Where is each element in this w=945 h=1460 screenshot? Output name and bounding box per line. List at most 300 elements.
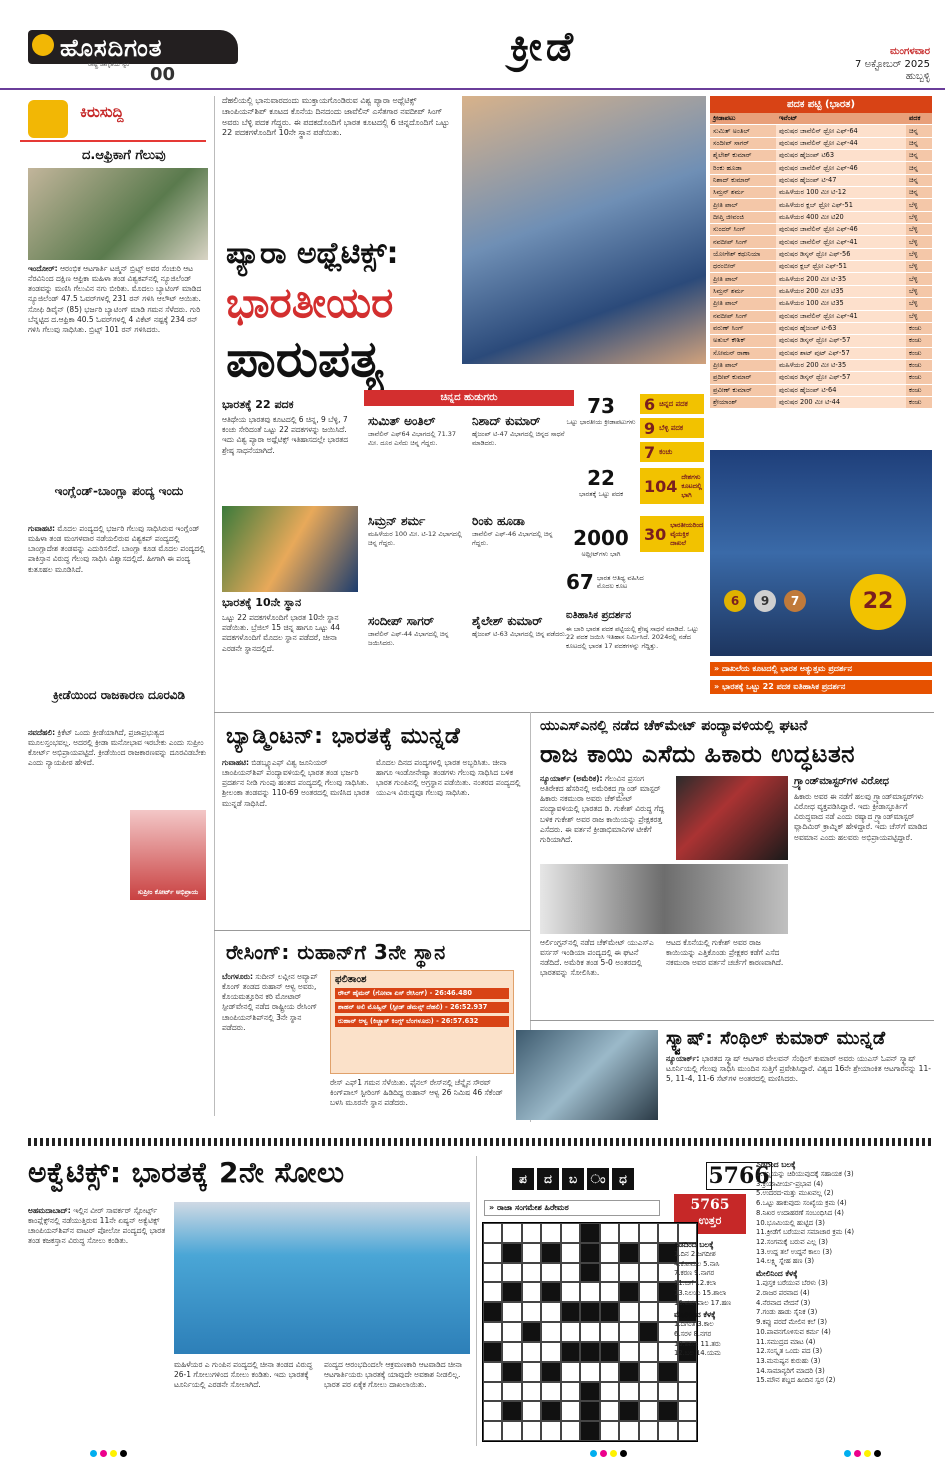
athlete-body: ಜಾವೆಲಿನ್ ಎಫ್-44 ವಿಭಾಗದಲ್ಲಿ ಚಿನ್ನ ಜಯಿಸಿದರು. bbox=[368, 630, 449, 647]
medal-cell: ಕಂಚು bbox=[906, 360, 932, 371]
medal-cell: ಚಿನ್ನ bbox=[906, 175, 932, 186]
hand-icon bbox=[28, 100, 68, 138]
silver-count-badge bbox=[640, 418, 704, 438]
grid-block bbox=[580, 1421, 599, 1441]
clue-line: 1.ಪುಸ್ತಕ ಬರೆಯುವ ಬೆರಳು (3) bbox=[756, 1279, 828, 1288]
grid-cell[interactable] bbox=[561, 1421, 580, 1441]
grid-cell[interactable] bbox=[639, 1243, 658, 1263]
medal-table-row bbox=[710, 162, 932, 174]
athlete-cell: ಸಿಮ್ರನ್ ಶರ್ಮ bbox=[710, 286, 776, 297]
event-cell: ಪುರುಷರ ಡಿಸ್ಕಸ್ ಥ್ರೋ ಎಫ್-57 bbox=[776, 372, 906, 383]
chess-side-title: ಗ್ರ್ಯಾಂಡ್‌ಮಾಸ್ಟರ್‌ಗಳ ವಿರೋಧ bbox=[794, 776, 889, 787]
col-athlete: ಕ್ರೀಡಾಪಟು bbox=[710, 113, 776, 124]
grid-cell[interactable] bbox=[619, 1342, 638, 1362]
medal-table-row bbox=[710, 175, 932, 187]
story3-headline[interactable]: ಕ್ರೀಡೆಯಿಂದ ರಾಜಕಾರಣ ದೂರವಿಡಿ bbox=[52, 688, 186, 702]
clue-line: 1.ಸನ್ನಿಯನ್ನು ಚಿರಿಯುವುದಕ್ಕೆ ಸಹಾಯಕ (3) bbox=[756, 1170, 854, 1178]
athlete-cell: ಪ್ರೀತಿ ಪಾಲ್ bbox=[710, 298, 776, 309]
grid-cell[interactable] bbox=[541, 1223, 560, 1243]
medal-cell: ಚಿನ್ನ bbox=[906, 162, 932, 173]
clue-line: 4.ನೆರವಾದ ವೇದನೆ (3) bbox=[756, 1298, 811, 1307]
color-marks bbox=[844, 1450, 881, 1457]
grid-cell[interactable] bbox=[600, 1223, 619, 1243]
medal-strip-2: » ಭಾರತಕ್ಕೆ ಒಟ್ಟು 22 ಪದಕ ಐತಿಹಾಸಿಕ ಪ್ರದರ್ಶನ bbox=[710, 680, 932, 694]
stat-number: 73 bbox=[587, 394, 615, 418]
grid-cell[interactable] bbox=[522, 1401, 541, 1421]
event-cell: ಮಹಿಳೆಯರ ಕ್ಲಬ್ ಥ್ರೋ ಎಫ್-51 bbox=[776, 199, 906, 210]
gold-count-badge bbox=[640, 394, 704, 414]
grid-cell[interactable] bbox=[639, 1342, 658, 1362]
grid-cell[interactable] bbox=[580, 1322, 599, 1342]
grid-cell[interactable] bbox=[522, 1243, 541, 1263]
athlete-body: ಜಾವೆಲಿನ್ ಎಫ್64 ವಿಭಾಗದಲ್ಲಿ 71.37 ಮೀ. ದೂರ ಎಸೆದು ಚಿನ್ನ ಗೆದ್ದರು. bbox=[368, 430, 457, 447]
stat-block bbox=[566, 526, 636, 558]
grid-cell[interactable] bbox=[600, 1243, 619, 1263]
event-cell: ಮಹಿಳೆಯರ 100 ಮೀ ಟಿ-12 bbox=[776, 187, 906, 198]
medal-cell: ಬೆಳ್ಳಿ bbox=[906, 298, 932, 309]
event-cell: ಮಹಿಳೆಯರ 200 ಮೀ ಟಿ35 bbox=[776, 286, 906, 297]
clue-line: 9.ಕಪ್ಪು ಪರದೆ ಮೇಲಿನ ಕಲೆ (3) bbox=[756, 1318, 828, 1327]
badge-number: 30 bbox=[644, 524, 667, 544]
grid-cell[interactable] bbox=[483, 1421, 502, 1441]
squash-text: ಭಾರತದ ಸ್ಕ್ವಾಷ್ ಆಟಗಾರ ವೇಲವನ್ ಸೆಂಥಿಲ್ ಕುಮಾರ್ ಅವರು ಯುಎಸ್ ಓಪನ್ ಸ್ಕ್ವಾಷ್ ಟೂರ್ನಿಯಲ್ಲಿ ಗೆಲುವು ಸಾಧಿಸಿ ಮುಂದಿನ ಸುತ್ತಿಗೆ ಪ್ರವೇಶಿಸಿದ್ದಾರೆ. ವಿಶ್ವದ 16ನೇ ಶ್ರೇಯಾಂಕಿತ ಆಟಗಾರನನ್ನು 11-5, 11-4, 11-6 ಸೆಟ್‌ಗಳ ಅಂತರದಲ್ಲಿ ಮಣಿಸಿದರು. bbox=[666, 1054, 931, 1084]
medal-table-row bbox=[710, 360, 932, 372]
medal-table-row bbox=[710, 397, 932, 409]
grid-cell[interactable] bbox=[580, 1282, 599, 1302]
event-cell: ಪುರುಷರ ಕ್ಲಬ್ ಥ್ರೋ ಎಫ್-51 bbox=[776, 261, 906, 272]
aquatics-dateline: ಅಹಮದಾಬಾದ್: bbox=[28, 1206, 71, 1215]
gold-medal-icon: 6 bbox=[724, 590, 746, 612]
badge-label: ಕಂಚು bbox=[659, 447, 673, 456]
grid-block bbox=[580, 1243, 599, 1263]
medal-table-row bbox=[710, 298, 932, 310]
grid-cell[interactable] bbox=[639, 1362, 658, 1382]
history-body: ಈ ಬಾರಿ ಭಾರತ ಪದಕ ಪಟ್ಟಿಯಲ್ಲಿ ಶ್ರೇಷ್ಠ ಸಾಧನೆ ಮಾಡಿದೆ. ಒಟ್ಟು 22 ಪದಕ ಜಯಿಸಿ ಇತಿಹಾಸ ನಿರ್ಮಿಸಿದೆ. 2024ರಲ್ಲಿ ನಡೆದ ಕೂಟದಲ್ಲಿ ಭಾರತ 17 ಪದಕಗಳನ್ನು ಗೆದ್ದಿತ್ತು. bbox=[566, 625, 699, 650]
newspaper-logo[interactable]: ಹೊಸದಿಗಂತ bbox=[60, 33, 163, 62]
masthead-rule bbox=[0, 88, 945, 90]
grid-cell[interactable] bbox=[561, 1263, 580, 1283]
grid-cell[interactable] bbox=[522, 1421, 541, 1441]
medal-cell: ಕಂಚು bbox=[906, 372, 932, 383]
sub2 bbox=[222, 596, 358, 713]
cricketer-photo bbox=[28, 168, 208, 260]
badge-number: 6 bbox=[644, 394, 656, 414]
grid-cell[interactable] bbox=[541, 1421, 560, 1441]
medal-cell: ಕಂಚು bbox=[906, 323, 932, 334]
medal-cell: ಬೆಳ್ಳಿ bbox=[906, 199, 932, 210]
sub2-title: ಭಾರತಕ್ಕೆ 10ನೇ ಸ್ಥಾನ bbox=[222, 596, 302, 609]
grid-block bbox=[502, 1243, 521, 1263]
section-title: ಕ್ರೀಡೆ bbox=[510, 24, 577, 70]
grid-cell[interactable] bbox=[600, 1362, 619, 1382]
grid-cell[interactable] bbox=[561, 1243, 580, 1263]
grid-cell[interactable] bbox=[502, 1302, 521, 1322]
medal-table-row bbox=[710, 236, 932, 248]
clue-line: 3.ಕ್ರಿಯಾವೀರ್ಯ-ಪ್ರಭಾವ (4) bbox=[756, 1179, 824, 1188]
section-divider bbox=[214, 930, 530, 931]
puzzle-number: 5766 bbox=[706, 1162, 772, 1190]
puzzle-letter: ಧ bbox=[612, 1168, 634, 1190]
medal-table-row bbox=[710, 249, 932, 261]
stat-number: 22 bbox=[587, 466, 615, 490]
grid-cell[interactable] bbox=[619, 1382, 638, 1402]
chess-photo-2 bbox=[540, 864, 788, 934]
medal-winners-graphic bbox=[710, 450, 932, 656]
clue-line: 11.ಸಮುದ್ರದ ಮಾಟ (4) bbox=[756, 1337, 816, 1346]
date-block bbox=[790, 46, 930, 84]
city: ಹುಬ್ಬಳ್ಳಿ bbox=[905, 71, 930, 82]
grid-cell[interactable] bbox=[561, 1401, 580, 1421]
chess-side-body: ಹಿಕಾರು ಅವರ ಈ ನಡೆಗೆ ಹಲವು ಗ್ರ್ಯಾಂಡ್‌ಮಾಸ್ಟರ್‌ಗಳು ವಿರೋಧ ವ್ಯಕ್ತಪಡಿಸಿದ್ದಾರೆ. ಇದು ಕ್ರೀಡಾಸ್ಫೂರ್ತಿಗೆ ವಿರುದ್ಧವಾದ ನಡೆ ಎಂದು ರಷ್ಯಾದ ಗ್ರ್ಯಾಂಡ್‌ಮಾಸ್ಟರ್ ವ್ಲಾದಿಮಿರ್ ಕ್ರಾಮ್ನಿಕ್ ಹೇಳಿದ್ದಾರೆ. ಇದು ಚೆಸ್‌ಗೆ ಮಾಡಿದ ಅವಮಾನ ಎಂದು ಹಲವರು ಅಭಿಪ್ರಾಯಪಟ್ಟಿದ್ದಾರೆ. bbox=[794, 792, 928, 842]
grid-cell[interactable] bbox=[561, 1362, 580, 1382]
event-cell: ಮಹಿಳೆಯರ 200 ಮೀ ಟಿ-35 bbox=[776, 360, 906, 371]
grid-cell[interactable] bbox=[541, 1263, 560, 1283]
medal-table-row bbox=[710, 311, 932, 323]
story2-headline[interactable]: ಇಂಗ್ಲೆಂಡ್-ಬಾಂಗ್ಲಾ ಪಂದ್ಯ ಇಂದು bbox=[54, 484, 184, 498]
story1-body bbox=[28, 264, 208, 474]
water-polo-photo bbox=[174, 1202, 470, 1354]
athlete-cell: ಪ್ರವೀಣ್ ಕುಮಾರ್ bbox=[710, 385, 776, 396]
answer-number: 5765 bbox=[690, 1197, 730, 1213]
history-title: ಐತಿಹಾಸಿಕ ಪ್ರದರ್ಶನ bbox=[566, 610, 632, 621]
athlete-name: ನಿಶಾದ್ ಕುಮಾರ್ bbox=[472, 414, 541, 428]
records-badge bbox=[640, 516, 704, 552]
grid-block bbox=[619, 1243, 638, 1263]
clue-line: 8.ನಿಖರ ಉದಾಹರಣೆ ಸಂಬಂಧಿಸಿದ (4) bbox=[756, 1208, 844, 1217]
medal-table-row bbox=[710, 261, 932, 273]
col-event: ಇವೆಂಟ್ bbox=[776, 113, 906, 124]
athlete-cell: ಸೋಮನ್ ರಾಣಾ bbox=[710, 348, 776, 359]
grid-cell[interactable] bbox=[600, 1282, 619, 1302]
clues-block bbox=[756, 1160, 934, 1442]
badminton-body bbox=[222, 758, 370, 928]
grid-cell[interactable] bbox=[600, 1421, 619, 1441]
section-divider bbox=[530, 1020, 934, 1021]
grid-cell[interactable] bbox=[639, 1263, 658, 1283]
event-cell: ಪುರುಷರ ಡಿಸ್ಕಸ್ ಥ್ರೋ ಎಫ್-57 bbox=[776, 335, 906, 346]
chess-headline[interactable]: ರಾಜ ಕಾಯಿ ಎಸೆದು ಹಿಕಾರು ಉದ್ಧಟತನ bbox=[540, 740, 856, 768]
clue-line: 10.ಭೂಮಿಯಲ್ಲಿ ಹುಟ್ಟಿದ (3) bbox=[756, 1218, 825, 1227]
badminton-text: ಬಿಡಬ್ಲ್ಯೂಎಫ್ ವಿಶ್ವ ಜೂನಿಯರ್ ಚಾಂಪಿಯನ್‌ಶಿಪ್ ಪಂದ್ಯಾವಳಿಯಲ್ಲಿ ಭಾರತ ತಂಡ ಭರ್ಜರಿ ಪ್ರದರ್ಶನ ನೀಡಿ ಗುಂಪು ಹಂತದ ಪಂದ್ಯದಲ್ಲಿ ಗೆಲುವು ಸಾಧಿಸಿತು. ಶ್ರೀಲಂಕಾ ತಂಡವನ್ನು 110-69 ಅಂತರದಲ್ಲಿ ಮಣಿಸಿದ ಭಾರತ ಮುನ್ನಡೆ ಸಾಧಿಸಿದೆ. bbox=[222, 758, 370, 808]
medal-cell: ಕಂಚು bbox=[906, 335, 932, 346]
grid-cell[interactable] bbox=[619, 1263, 638, 1283]
medal-table bbox=[710, 96, 932, 409]
grid-cell[interactable] bbox=[619, 1421, 638, 1441]
clue-line: 14.ಸಾಮಾನ್ಯರಿಗೆ ಮಾದರಿ (3) bbox=[756, 1366, 825, 1375]
grid-cell[interactable] bbox=[541, 1342, 560, 1362]
medal-table-row bbox=[710, 372, 932, 384]
medal-cell: ಕಂಚು bbox=[906, 397, 932, 408]
medal-table-row bbox=[710, 212, 932, 224]
medal-cell: ಕಂಚು bbox=[906, 348, 932, 359]
clue-line: 7.ಗಂಡು ಹಾಡು ಸೈನಿಕ (3) bbox=[756, 1308, 818, 1317]
crossword-grid[interactable] bbox=[482, 1222, 698, 1442]
stat-block bbox=[566, 466, 636, 498]
grid-cell[interactable] bbox=[541, 1382, 560, 1402]
athlete-name: ಸುಮಿತ್ ಅಂತಿಲ್ bbox=[368, 414, 436, 428]
grid-cell[interactable] bbox=[619, 1322, 638, 1342]
medal-table-row bbox=[710, 385, 932, 397]
clue-line: 13.ಮನುಷ್ಯನ ಕುರುಹು (3) bbox=[756, 1356, 821, 1365]
medal-cell: ಬೆಳ್ಳಿ bbox=[906, 212, 932, 223]
medal-strip-1: » ದಾಖಲೆಯ ಕೂಟದಲ್ಲಿ ಭಾರತ ಅತ್ಯುತ್ತಮ ಪ್ರದರ್ಶನ bbox=[710, 662, 932, 676]
grid-block bbox=[561, 1302, 580, 1322]
puzzle-author: » ರಾಜಾ ಸಂಗಮೇಶ ಹಿರೇಮಠ bbox=[484, 1200, 660, 1216]
across-title: ಎಡದಿಂದ ಬಲಕ್ಕೆ bbox=[756, 1160, 796, 1169]
logo-tagline: ರಾಷ್ಟ್ರ ಜಾಗೃತಿಯ ಸ್ವರ bbox=[88, 61, 130, 68]
grid-cell[interactable] bbox=[483, 1401, 502, 1421]
badge-number: 7 bbox=[644, 442, 656, 462]
grid-cell[interactable] bbox=[619, 1223, 638, 1243]
chess-dateline: ನ್ಯೂಯಾರ್ಕ್ (ಅಮೆರಿಕ): bbox=[540, 774, 603, 783]
clue-line: 14.ಲಕ್ಷ್ಮಿ ಸ್ನೇಹ ಹಣ (3) bbox=[756, 1257, 815, 1266]
col-medal: ಪದಕ bbox=[906, 113, 932, 124]
puzzle-letter: ಪ bbox=[512, 1168, 534, 1190]
athlete-cell: ಅತುಲ್ ಕೌಶಿಕ್ bbox=[710, 335, 776, 346]
athlete-cell: ದೀಪ್ತಿ ಜೀವಂಜಿ bbox=[710, 212, 776, 223]
supreme-court-photo bbox=[130, 810, 206, 900]
aquatics-body-3: ಪಂದ್ಯದ ಆರಂಭದಿಂದಲೇ ಆಕ್ರಮಣಕಾರಿ ಆಟವಾಡಿದ ಚೀನಾ ಆಟಗಾರ್ತಿಯರು ಭಾರತಕ್ಕೆ ಯಾವುದೇ ಅವಕಾಶ ನೀಡಲಿಲ್ಲ. ಭಾರತ ಪರ ಏಕೈಕ ಗೋಲು ದಾಖಲಾಯಿತು. bbox=[324, 1360, 463, 1390]
badge-label: ದೇಶಗಳು ಕೂಟದಲ್ಲಿ ಭಾಗಿ bbox=[681, 472, 702, 499]
grid-cell[interactable] bbox=[541, 1302, 560, 1322]
clue-line: 10.ಪಾವನಗೊಳಿಸುವ ಕರ್ಮ (4) bbox=[756, 1327, 831, 1336]
answer-label: ಉತ್ತರ bbox=[698, 1213, 722, 1227]
event-cell: ಪುರುಷರ ಹೈಜಂಪ್ ಟಿ-63 bbox=[776, 323, 906, 334]
grid-cell[interactable] bbox=[483, 1322, 502, 1342]
event-cell: ಪುರುಷರ 200 ಮೀ ಟಿ-44 bbox=[776, 397, 906, 408]
athlete-name: ಶೈಲೇಶ್ ಕುಮಾರ್ bbox=[472, 614, 543, 628]
event-cell: ಪುರುಷರ ಹೈಜಂಪ್ ಟಿ-47 bbox=[776, 175, 906, 186]
grid-cell[interactable] bbox=[639, 1382, 658, 1402]
aquatics-headline[interactable]: ಅಕ್ವೆಟಿಕ್ಸ್: ಭಾರತಕ್ಕೆ 2ನೇ ಸೋಲು bbox=[28, 1156, 345, 1189]
grid-cell[interactable] bbox=[522, 1223, 541, 1243]
date: 7 ಅಕ್ಟೋಬರ್ 2025 bbox=[855, 58, 930, 70]
silver-medal-icon: 9 bbox=[754, 590, 776, 612]
grid-cell[interactable] bbox=[522, 1302, 541, 1322]
clue-line: 2.ರಾಜರ ಪರವಾದ (4) bbox=[756, 1288, 810, 1297]
squash-photo bbox=[516, 1030, 658, 1120]
bronze-medal-icon: 7 bbox=[784, 590, 806, 612]
answer-line: 10.ಶಾಸನ 11.ತರು bbox=[674, 1339, 721, 1348]
chess-photo-1 bbox=[676, 776, 788, 860]
athlete-cell: ಪ್ರೀತಿ ಪಾಲ್ bbox=[710, 273, 776, 284]
stat-label: ಭಾರತಕ್ಕೆ ಒಟ್ಟು ಪದಕ bbox=[579, 490, 623, 498]
story2-text: ಮೊದಲ ಪಂದ್ಯದಲ್ಲಿ ಭರ್ಜರಿ ಗೆಲುವು ಸಾಧಿಸಿರುವ ಇಂಗ್ಲೆಂಡ್ ಮಹಿಳಾ ತಂಡ ಮಂಗಳವಾರ ನಡೆಯಲಿರುವ ವಿಶ್ವಕಪ್ ಪಂದ್ಯದಲ್ಲಿ ಬಾಂಗ್ಲಾದೇಶ ತಂಡವನ್ನು ಎದುರಿಸಲಿದೆ. ಬಾಂಗ್ಲಾ ಕೂಡ ಮೊದಲ ಪಂದ್ಯದಲ್ಲಿ ಪಾಕಿಸ್ತಾನ ವಿರುದ್ಧ ಗೆಲುವು ಸಾಧಿಸಿ ವಿಶ್ವಾಸದಲ್ಲಿದೆ. ಹೀಗಾಗಿ ಈ ಪಂದ್ಯ ಕುತೂಹಲ ಮೂಡಿಸಿದೆ. bbox=[28, 524, 205, 574]
athlete-list bbox=[364, 410, 574, 710]
medal-cell: ಬೆಳ್ಳಿ bbox=[906, 224, 932, 235]
grid-cell[interactable] bbox=[502, 1421, 521, 1441]
medal-cell: ಚಿನ್ನ bbox=[906, 150, 932, 161]
grid-cell[interactable] bbox=[639, 1223, 658, 1243]
grid-cell[interactable] bbox=[502, 1263, 521, 1283]
column-divider bbox=[214, 96, 215, 1116]
stat-number: 2000 bbox=[573, 526, 629, 550]
racing-text: ಸುದೀನ್ ಲವ್ಲೀನ ಅವ್ಯಾಪ್ ಕೊಂಗ್ ತಂಡದ ರುಹಾನ್ ಆಳ್ವ ಅವರು, ಕೊಯಮತ್ತೂರಿನ ಕರಿ ಮೋಟಾರ್ ಸ್ಪೀಡ್‌ವೇನಲ್ಲಿ ನಡೆದ ರಾಷ್ಟ್ರೀಯ ರೇಸಿಂಗ್ ಚಾಂಪಿಯನ್‌ಶಿಪ್‌ನಲ್ಲಿ 3ನೇ ಸ್ಥಾನ ಪಡೆದರು. bbox=[222, 972, 318, 1032]
grid-cell[interactable] bbox=[502, 1342, 521, 1362]
athlete-card bbox=[472, 414, 570, 488]
grid-cell[interactable] bbox=[483, 1263, 502, 1283]
athlete-cell: ನಿಶಾದ್ ಕುಮಾರ್ bbox=[710, 175, 776, 186]
athlete-cell: ಸಿಮ್ರನ್ ಶರ್ಮ bbox=[710, 187, 776, 198]
medal-table-title: ಪದಕ ಪಟ್ಟಿ (ಭಾರತ) bbox=[710, 96, 932, 113]
racing-body-2: ರೇಸ್ ಎಫ್1 ಗಮನ ಸೆಳೆಯಿತು. ಫೈನಲ್ ರೇಸ್‌ನಲ್ಲಿ ಚೆನ್ನೈನ ಸೌರವ್ ಕಿಂಗ್‌ಪಾಲ್ ಸ್ಟೀರಿಂಗ್ ಹಿಡಿದಿದ್ದ ರುಹಾನ್ ಆಳ್ವ 26 ನಿಮಿಷ 46 ಸೆಕೆಂಡ್ ಬಳಸಿ ಮೂರನೇ ಸ್ಥಾನ ಪಡೆದರು. bbox=[330, 1078, 504, 1108]
grid-block bbox=[541, 1401, 560, 1421]
kirusuddi-rule bbox=[20, 140, 206, 142]
sub1-title: ಭಾರತಕ್ಕೆ 22 ಪದಕ bbox=[222, 398, 294, 411]
medal-cell: ಬೆಳ್ಳಿ bbox=[906, 249, 932, 260]
athlete-card bbox=[472, 514, 570, 588]
badminton-body-2: ಮೊದಲ ದಿನದ ಪಂದ್ಯಗಳಲ್ಲಿ ಭಾರತ ಅಬ್ಬರಿಸಿತು. ಚೀನಾ ಹಾಗೂ ಇಂಡೋನೇಷ್ಯಾ ತಂಡಗಳು ಗೆಲುವು ಸಾಧಿಸಿದ ಬಳಿಕ ಭಾರತ ಗುಂಪಿನಲ್ಲಿ ಅಗ್ರಸ್ಥಾನ ಪಡೆಯಿತು. ನಂತರದ ಪಂದ್ಯದಲ್ಲಿ ಯುಎಇ ವಿರುದ್ಧವೂ ಗೆಲುವು ಸಾಧಿಸಿತು. bbox=[376, 758, 521, 798]
grid-block bbox=[522, 1322, 541, 1342]
story3-dateline: ನವದೆಹಲಿ: bbox=[28, 728, 56, 737]
result-row: ರುಹಾನ್ ಆಳ್ವ (ಕಿಚ್ಚಾಸ್ ಕಿಂಗ್ಸ್ ಬೆಂಗಳೂರು) - 26:57.632 bbox=[335, 1016, 509, 1027]
grid-block bbox=[541, 1362, 560, 1382]
answers-block bbox=[674, 1240, 748, 1440]
grid-cell[interactable] bbox=[619, 1302, 638, 1322]
grid-block bbox=[580, 1401, 599, 1421]
badminton-headline[interactable]: ಬ್ಯಾಡ್ಮಿಂಟನ್: ಭಾರತಕ್ಕೆ ಮುನ್ನಡೆ bbox=[226, 724, 461, 749]
medal-table-body bbox=[710, 125, 932, 409]
badge-label: ಬೆಳ್ಳಿ ಪದಕ bbox=[659, 423, 684, 432]
athlete-body: ಹೈಜಂಪ್ ಟಿ-63 ವಿಭಾಗದಲ್ಲಿ ಚಿನ್ನ ಪಡೆದರು. bbox=[472, 630, 567, 639]
grid-cell[interactable] bbox=[483, 1362, 502, 1382]
athlete-cell: ಶೈಲೇಶ್ ಕುಮಾರ್ bbox=[710, 150, 776, 161]
athlete-cell: ಯೋಗೇಶ್ ಕಥುನಿಯಾ bbox=[710, 249, 776, 260]
grid-block bbox=[502, 1282, 521, 1302]
grid-cell[interactable] bbox=[483, 1243, 502, 1263]
racing-dateline: ಬೆಂಗಳೂರು: bbox=[222, 972, 254, 981]
grid-cell[interactable] bbox=[600, 1263, 619, 1283]
puzzle-letter: ಂ bbox=[587, 1168, 609, 1190]
story2-body bbox=[28, 524, 208, 684]
weekday: ಮಂಗಳವಾರ bbox=[889, 46, 930, 57]
answer-line: 11.ಬಗೆ 12.ಕಲಾ bbox=[674, 1279, 717, 1288]
grid-cell[interactable] bbox=[522, 1342, 541, 1362]
answer-line: 16.ವರ್ಷಪಾಲ 17.ಹಣ bbox=[674, 1298, 731, 1307]
medal-table-row bbox=[710, 187, 932, 199]
squash-dateline: ನ್ಯೂಯಾರ್ಕ್: bbox=[666, 1054, 700, 1063]
athlete-name: ಸಂದೀಪ್ ಸಾಗರ್ bbox=[368, 614, 434, 628]
down-title: ಮೇಲಿನಿಂದ ಕೆಳಕ್ಕೆ bbox=[756, 1269, 798, 1279]
grid-cell[interactable] bbox=[522, 1282, 541, 1302]
grid-cell[interactable] bbox=[561, 1382, 580, 1402]
athlete-name: ರಿಂಕು ಹೂಡಾ bbox=[472, 514, 525, 528]
para-intro: ದೆಹಲಿಯಲ್ಲಿ ಭಾನುವಾರದಂದು ಮುಕ್ತಾಯಗೊಂಡಿರುವ ವಿಶ್ವ ಪ್ಯಾರಾ ಅಥ್ಲೆಟಿಕ್ಸ್ ಚಾಂಪಿಯನ್‌ಶಿಪ್ ಕೂಟದ ಕೊನೆಯ ದಿನದಂದು ಜಾವೆಲಿನ್ ಎಸೆತಗಾರ ನವದೀಪ್ ಸಿಂಗ್ ಅವರು ಬೆಳ್ಳಿ ಪದಕ ಗೆದ್ದರು. ಈ ಪದಕದೊಂದಿಗೆ ಭಾರತ ಕೂಟದಲ್ಲಿ 6 ಚಿನ್ನದೊಂದಿಗೆ ಒಟ್ಟು 22 ಪದಕಗಳೊಂದಿಗೆ 10ನೇ ಸ್ಥಾನ ಪಡೆಯಿತು. bbox=[222, 96, 450, 138]
grid-cell[interactable] bbox=[639, 1401, 658, 1421]
kirusuddi-title: ಕಿರುಸುದ್ದಿ bbox=[80, 103, 124, 121]
story1-headline[interactable]: ದ.ಆಫ್ರಿಕಾಗೆ ಗೆಲುವು bbox=[82, 148, 166, 163]
chess-body bbox=[540, 774, 670, 860]
flag-celebration-photo bbox=[222, 506, 358, 592]
athlete-body: ಮಹಿಳೆಯರ 100 ಮೀ. ಟಿ-12 ವಿಭಾಗದಲ್ಲಿ ಚಿನ್ನ ಗೆದ್ದರು. bbox=[368, 530, 462, 547]
across-clues bbox=[756, 1170, 934, 1267]
grid-cell[interactable] bbox=[483, 1282, 502, 1302]
story2-dateline: ಗುವಾಹಟಿ: bbox=[28, 524, 55, 533]
stat-label: ಅಥ್ಲೀಟ್‌ಗಳು ಭಾಗಿ bbox=[581, 550, 621, 558]
grid-block bbox=[619, 1362, 638, 1382]
stat-block bbox=[566, 394, 636, 426]
grid-cell[interactable] bbox=[502, 1223, 521, 1243]
grid-cell[interactable] bbox=[600, 1322, 619, 1342]
grid-cell[interactable] bbox=[561, 1322, 580, 1342]
grid-block bbox=[580, 1382, 599, 1402]
clue-line: 11.ಕ್ರೀಡೆಗೆ ಬರೆಯುವ ಸಮಾಚಾರ ಕ್ರಮ (4) bbox=[756, 1228, 855, 1237]
grid-cell[interactable] bbox=[502, 1382, 521, 1402]
medal-table-row bbox=[710, 286, 932, 298]
grid-cell[interactable] bbox=[561, 1282, 580, 1302]
athlete-cell: ಸುಮಿತ್ ಅಂತಿಲ್ bbox=[710, 125, 776, 136]
sub1-body: ಆತಿಥೇಯ ಭಾರತವು ಕೂಟದಲ್ಲಿ 6 ಚಿನ್ನ, 9 ಬೆಳ್ಳಿ, 7 ಕಂಚು ಸೇರಿದಂತೆ ಒಟ್ಟು 22 ಪದಕಗಳನ್ನು ಜಯಿಸಿದೆ. ಇದು ವಿಶ್ವ ಪ್ಯಾರಾ ಅಥ್ಲೆಟಿಕ್ಸ್ ಇತಿಹಾಸದಲ್ಲೇ ಭಾರತದ ಶ್ರೇಷ್ಠ ಸಾಧನೆಯಾಗಿದೆ. bbox=[222, 415, 349, 455]
medal-cell: ಬೆಳ್ಳಿ bbox=[906, 286, 932, 297]
racing-results bbox=[330, 970, 514, 1074]
medal-cell: ಬೆಳ್ಳಿ bbox=[906, 311, 932, 322]
badminton-dateline: ಗುವಾಹಟಿ: bbox=[222, 758, 249, 767]
grid-cell[interactable] bbox=[541, 1322, 560, 1342]
grid-cell[interactable] bbox=[522, 1263, 541, 1283]
medal-cell: ಕಂಚು bbox=[906, 385, 932, 396]
clue-line: 15.ಮೌನ ಶಬ್ದದ ಹಿಂದಿನ ಸ್ವರ (2) bbox=[756, 1376, 836, 1385]
chess-text: ಗೆಲುವಿನ ಪ್ರಸಂಗ ಅತಿರೇಕದ ಹೆಸರಿನಲ್ಲಿ ಅಮೆರಿಕದ ಗ್ರ್ಯಾಂಡ್ ಮಾಸ್ಟರ್ ಹಿಕಾರು ನಕಮುರಾ ಅವರು ಚೆಕ್‌ಮೇಟ್ ಪಂದ್ಯಾವಳಿಯಲ್ಲಿ ಭಾರತದ ಡಿ. ಗುಕೇಶ್ ವಿರುದ್ಧ ಗೆದ್ದ ಬಳಿಕ ಗುಕೇಶ್ ಅವರ ರಾಜ ಕಾಯಿಯನ್ನು ಪ್ರೇಕ್ಷಕರತ್ತ ಎಸೆದರು. ಈ ವರ್ತನೆ ಕ್ರೀಡಾಭಿಮಾನಿಗಳ ಟೀಕೆಗೆ ಗುರಿಯಾಗಿದೆ. bbox=[540, 774, 665, 844]
section-dash-rule bbox=[28, 1138, 932, 1146]
squash-headline[interactable]: ಸ್ಕ್ವಾಷ್: ಸೆಂಥಿಲ್ ಕುಮಾರ್ ಮುನ್ನಡೆ bbox=[666, 1028, 886, 1049]
racing-body bbox=[222, 972, 326, 1112]
down-clues bbox=[756, 1279, 934, 1386]
total-medal-badge: 22 bbox=[850, 574, 906, 630]
athlete-cell: ನವದೀಪ್ ಸಿಂಗ್ bbox=[710, 236, 776, 247]
event-cell: ಪುರುಷರ ಹೈಜಂಪ್ ಟಿ63 bbox=[776, 150, 906, 161]
grid-cell[interactable] bbox=[483, 1382, 502, 1402]
answers-down-title: ಮೇಲಿನಿಂದ ಕೆಳಕ್ಕೆ bbox=[674, 1310, 716, 1320]
grid-cell[interactable] bbox=[639, 1302, 658, 1322]
para-headline-3[interactable]: ಪಾರುಪತ್ಯ bbox=[226, 330, 384, 388]
event-cell: ಪುರುಷರ ಜಾವೆಲಿನ್ ಥ್ರೋ ಎಫ್-41 bbox=[776, 311, 906, 322]
result-row: ಶಾಹನ್ ಅಲಿ ಮೊಹ್ಸಿನ್ (ಸ್ಪೀಡ್ ಡೆಮನ್ಸ್ ದೆಹಲಿ) - 26:52.937 bbox=[335, 1002, 509, 1013]
grid-cell[interactable] bbox=[522, 1362, 541, 1382]
para-headline-2[interactable]: ಭಾರತೀಯರ bbox=[226, 278, 394, 327]
grid-block bbox=[619, 1282, 638, 1302]
grid-cell[interactable] bbox=[600, 1401, 619, 1421]
grid-cell[interactable] bbox=[600, 1382, 619, 1402]
grid-cell[interactable] bbox=[580, 1362, 599, 1382]
grid-cell[interactable] bbox=[639, 1421, 658, 1441]
story1-dateline: ಇಂದೋರ್: bbox=[28, 264, 58, 273]
grid-cell[interactable] bbox=[483, 1223, 502, 1243]
aquatics-body bbox=[28, 1206, 168, 1440]
history-block bbox=[566, 610, 706, 703]
bronze-count-badge bbox=[640, 442, 704, 462]
answer-line: 13.ನಿಲಯ 15.ಶಾಲಾ bbox=[674, 1288, 727, 1297]
puzzle-title bbox=[512, 1168, 637, 1190]
answer-line: 1.ದಿಗಂತ 3.ಕಾಲ bbox=[674, 1320, 714, 1329]
medal-table-row bbox=[710, 273, 932, 285]
event-cell: ಪುರುಷರ ಜಾವೆಲಿನ್ ಥ್ರೋ ಎಫ್-46 bbox=[776, 162, 906, 173]
medal-table-row bbox=[710, 150, 932, 162]
chess-kicker: ಯುಎಸ್‌ಎನಲ್ಲಿ ನಡೆದ ಚೆಕ್‌ಮೇಟ್ ಪಂದ್ಯಾವಳಿಯಲ್ಲಿ ಘಟನೆ bbox=[540, 718, 808, 734]
grid-cell[interactable] bbox=[502, 1322, 521, 1342]
grid-cell[interactable] bbox=[522, 1382, 541, 1402]
stat-block bbox=[566, 570, 646, 594]
answer-line: 4.ಕೋಮಲ 5.ನಾಸಿ bbox=[674, 1259, 720, 1268]
grid-block bbox=[502, 1401, 521, 1421]
grid-block bbox=[541, 1243, 560, 1263]
grid-cell[interactable] bbox=[561, 1223, 580, 1243]
grid-cell[interactable] bbox=[639, 1282, 658, 1302]
medal-table-row bbox=[710, 348, 932, 360]
event-cell: ಮಹಿಳೆಯರ 100 ಮೀ ಟಿ35 bbox=[776, 298, 906, 309]
para-headline-1[interactable]: ಪ್ಯಾರಾ ಅಥ್ಲೆಟಿಕ್ಸ್: bbox=[226, 236, 399, 271]
event-cell: ಪುರುಷರ ಶಾಟ್ ಪುಟ್ ಎಫ್-57 bbox=[776, 348, 906, 359]
racing-headline[interactable]: ರೇಸಿಂಗ್: ರುಹಾನ್‌ಗೆ 3ನೇ ಸ್ಥಾನ bbox=[226, 940, 446, 964]
